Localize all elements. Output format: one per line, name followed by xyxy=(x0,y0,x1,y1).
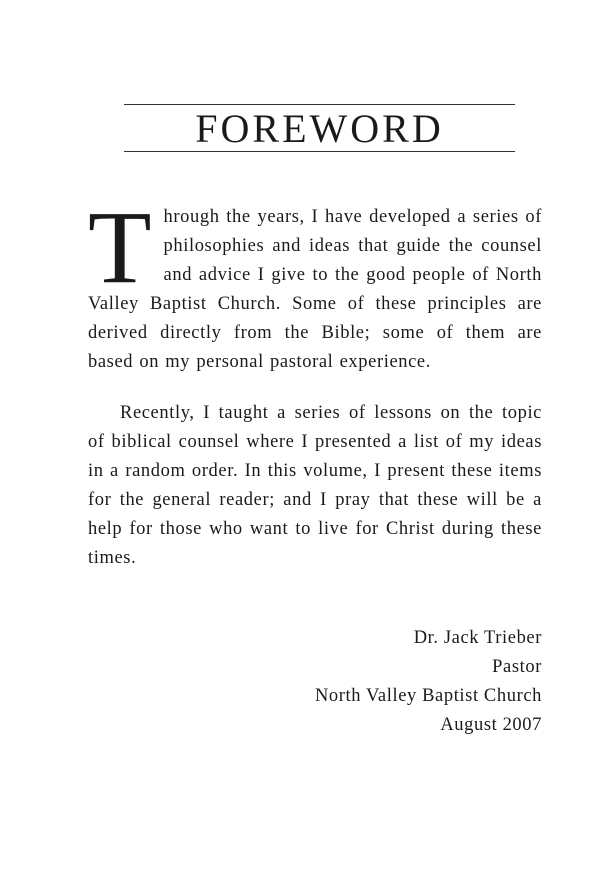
signature-date: August 2007 xyxy=(440,715,542,735)
signature-organization: North Valley Baptist Church xyxy=(314,686,542,706)
signature-role: Pastor xyxy=(492,657,542,677)
foreword-body xyxy=(88,190,542,573)
signature-name: Dr. Jack Trieber xyxy=(413,628,542,648)
paragraph-1-text: hrough the years, I have developed a series of philosophies and ideas that guide the counsel and advice I give to the good people of North Valley Baptist Church. Some of these principles are derived directly from the Bible; some of them are based on my personal pastoral experience. xyxy=(88,207,542,372)
drop-cap: T xyxy=(88,190,152,305)
title-rule-bottom xyxy=(124,151,515,152)
page-title: FOREWORD xyxy=(195,106,444,151)
signature-block xyxy=(315,624,542,740)
title-rule-top xyxy=(124,104,515,105)
paragraph-1 xyxy=(88,190,542,377)
paragraph-2: Recently, I taught a series of lessons on the topic of biblical counsel where I presented a list of my ideas in a random order. In this volume, I present these items for the general reader; and I pray that these will be a help for those who want to live for Christ during these times. xyxy=(88,403,542,568)
